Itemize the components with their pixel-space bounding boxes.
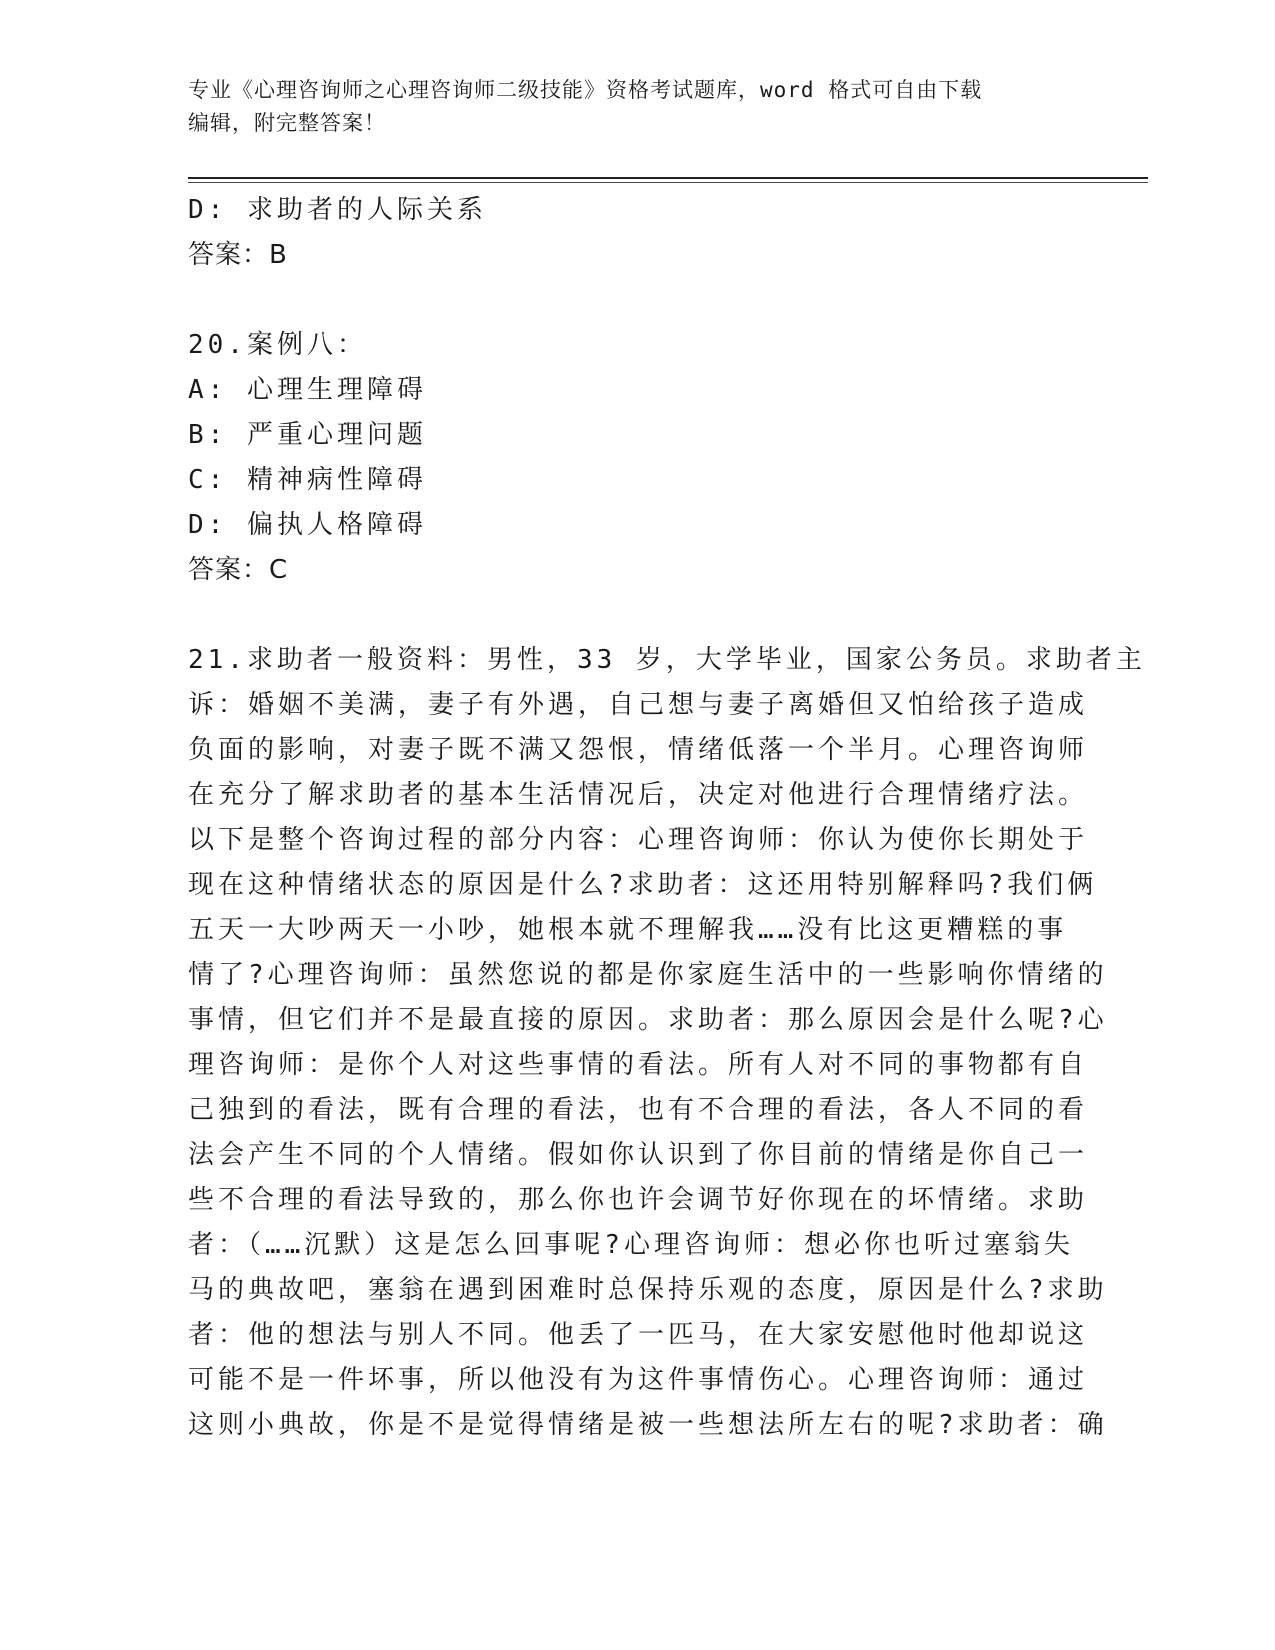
q21-line: 者：他的想法与别人不同。他丢了一匹马，在大家安慰他时他却说这 [188,1320,1089,1350]
q21-line: 五天一大吵两天一小吵，她根本就不理解我……没有比这更糟糕的事 [188,915,1068,945]
q21-line: 负面的影响，对妻子既不满又怨恨，情绪低落一个半月。心理咨询师 [188,735,1089,765]
q20-option-a: A: 心理生理障碍 [188,375,427,405]
q20-option-c: C: 精神病性障碍 [188,465,427,495]
q21-line: 者：（……沉默）这是怎么回事呢?心理咨询师：想必你也听过塞翁失 [188,1230,1074,1260]
q21-line: 以下是整个咨询过程的部分内容：心理咨询师：你认为使你长期处于 [188,825,1089,855]
q21-line: 现在这种情绪状态的原因是什么?求助者：这还用特别解释吗?我们俩 [188,870,1098,900]
q21-line: 些不合理的看法导致的，那么你也许会调节好你现在的坏情绪。求助 [188,1185,1089,1215]
q19-option-d: D: 求助者的人际关系 [188,195,487,225]
q20-option-b: B: 严重心理问题 [188,420,427,450]
q21-line: 可能不是一件坏事，所以他没有为这件事情伤心。心理咨询师：通过 [188,1365,1089,1395]
q21-line: 在充分了解求助者的基本生活情况后，决定对他进行合理情绪疗法。 [188,780,1089,810]
q21-line: 己独到的看法，既有合理的看法，也有不合理的看法，各人不同的看 [188,1095,1089,1125]
document-header [188,74,1088,140]
q19-answer: 答案：B [188,240,288,270]
q20-stem: 20.案例八： [188,330,367,360]
q21-line: 诉：婚姻不美满，妻子有外遇，自己想与妻子离婚但又怕给孩子造成 [188,690,1089,720]
q21-passage [188,638,1146,1448]
q21-line: 情了?心理咨询师：虽然您说的都是你家庭生活中的一些影响你情绪的 [188,960,1108,990]
q21-line: 理咨询师：是你个人对这些事情的看法。所有人对不同的事物都有自 [188,1050,1089,1080]
q21-line: 这则小典故，你是不是觉得情绪是被一些想法所左右的呢?求助者：确 [188,1410,1108,1440]
q21-line: 21.求助者一般资料：男性，33 岁，大学毕业，国家公务员。求助者主 [188,645,1146,675]
header-line-2: 编辑，附完整答案！ [188,111,386,135]
q20-option-d: D: 偏执人格障碍 [188,510,427,540]
header-line-1: 专业《心理咨询师之心理咨询师二级技能》资格考试题库，word 格式可自由下载 [188,78,983,102]
q21-line: 法会产生不同的个人情绪。假如你认识到了你目前的情绪是你自己一 [188,1140,1089,1170]
document-body [188,188,1146,1448]
header-divider-thin [188,182,1148,183]
q21-line: 事情，但它们并不是最直接的原因。求助者：那么原因会是什么呢?心 [188,1005,1108,1035]
header-divider-thick [188,177,1148,179]
spacer [188,593,1088,638]
q21-line: 马的典故吧，塞翁在遇到困难时总保持乐观的态度，原因是什么?求助 [188,1275,1108,1305]
spacer [188,278,1088,323]
q20-answer: 答案：C [188,555,289,585]
